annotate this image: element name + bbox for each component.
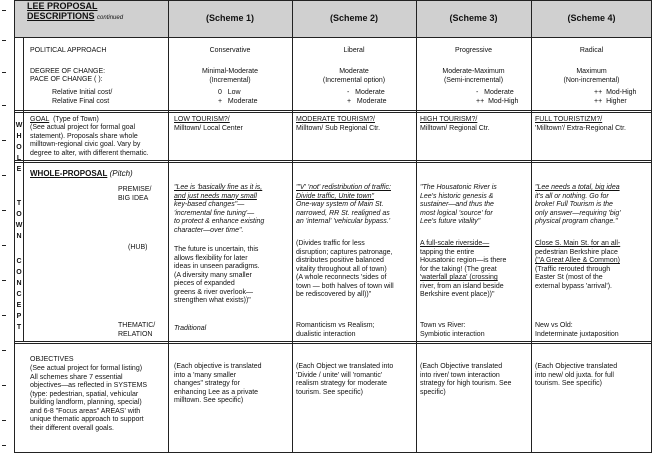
s4-hub: Close S. Main St. for an all- pedestrian Berkshire place ("A Great Allee & Common) (Traffic rerouted through Easter St (most of the external bypass 'arrival'). xyxy=(535,240,621,290)
s2-premise: "'V' 'not' redistribution of traffic: Divide traffic, Unite town" One-way system of Main St. narrowed, RR St. realigned as an 'internal' 'vehicular bypass.' xyxy=(296,184,391,225)
scheme-1-header: (Scheme 1) xyxy=(205,13,255,23)
cost-s4-initial: ++ Mod-High xyxy=(594,89,637,96)
cost-s3-initial: - Moderate xyxy=(476,89,514,96)
thematic-label: THEMATIC/ RELATION xyxy=(118,322,156,338)
political-s3: Progressive xyxy=(455,47,492,54)
side-label-town: T O W N xyxy=(15,200,23,240)
cost-s1-initial: 0 Low xyxy=(218,89,241,96)
scheme-4-header: (Scheme 4) xyxy=(567,13,616,23)
initial-cost-label: Relative Initial cost/ xyxy=(52,89,113,96)
s3-thematic: Town vs River: Symbiotic interaction xyxy=(420,322,485,338)
political-s1: Conservative xyxy=(209,47,251,54)
political-label: POLITICAL APPROACH xyxy=(30,47,107,54)
s4-premise: "Lee needs a total, big idea it's all or nothing. Go for broke! Full Tourism is the only answer—requiring 'big' physical program change." xyxy=(535,184,621,225)
scheme-3-header: (Scheme 3) xyxy=(449,13,498,23)
s4-thematic: New vs Old: Indeterminate juxtaposition xyxy=(535,322,619,338)
degree-s3: Moderate-Maximum (Semi-incremental) xyxy=(442,68,505,84)
degree-s4: Maximum (Non-incremental) xyxy=(563,68,620,84)
s3-premise: "The Housatonic River is Lee's historic genesis & sustainer—and thus the most logical 'source' for Lee's future vitality" xyxy=(420,184,497,225)
hub-label: (HUB) xyxy=(128,244,148,251)
goal-label: GOAL (Type of Town) xyxy=(30,116,99,123)
title-line1: LEE PROPOSAL xyxy=(27,1,98,11)
goal-s2: MODERATE TOURISM?/ Milltown/ Sub Regional Ctr. xyxy=(296,116,381,132)
cost-s1-final: + Moderate xyxy=(218,98,258,105)
goal-s1: LOW TOURISM?/ Milltown/ Local Center xyxy=(174,116,243,132)
degree-label: DEGREE OF CHANGE: xyxy=(30,68,106,75)
degree-s2: Moderate (Incremental option) xyxy=(322,68,386,84)
title-line2: DESCRIPTIONS xyxy=(27,11,95,21)
scheme-2-header: (Scheme 2) xyxy=(329,13,379,23)
s1-premise: "Lee is 'basically fine as it is, and just needs many small key-based changes"— 'incremental fine tuning'— to protect & enhance existing character—over time". xyxy=(174,184,265,234)
whole-proposal-label: WHOLE-PROPOSAL (Pitch) xyxy=(30,169,133,178)
goal-s4: FULL TOURISTIZM?/ 'Milltown'/ Extra-Regional Ctr. xyxy=(535,116,626,132)
objectives-s1: (Each objective is translated into a 'many smaller changes" strategy for enhancing Lee as a private milltown. See specific) xyxy=(174,363,262,404)
cost-s2-initial: - Moderate xyxy=(347,89,385,96)
goal-description: (See actual project for formal goal statement). Proposals share whole milltown-regional civic goal. Vary by degree to alter, with different thematic. xyxy=(30,124,149,157)
side-label-whole: W H O L E xyxy=(15,122,23,173)
s2-hub: (Divides traffic for less disruption; captures patronage, distributes positive balanced vitality throughout all of town) (A whole reconnects 'sides of town — both halves of town will be rediscovered by all))" xyxy=(296,240,394,298)
continued-note: continued xyxy=(97,15,124,21)
s2-thematic: Romanticism vs Realism; dualistic interaction xyxy=(296,322,375,338)
objectives-s2: (Each Object we translated into 'Divide / unite' will 'romantic' realism strategy for moderate tourism. See specific) xyxy=(296,363,394,396)
political-s2: Liberal xyxy=(343,47,365,54)
objectives-s3: (Each Objective translated into river/ town interaction strategy for high tourism. See specific) xyxy=(420,363,512,396)
political-s4: Radical xyxy=(579,47,604,54)
s1-hub: The future is uncertain, this allows flexibility for later ideas in unseen paradigms. (A diversity many smaller pieces of expanded greens & river overlook— strengthen what exists))" xyxy=(174,246,260,304)
objectives-s4: (Each Objective translated into new/ old juxta. for full tourism. See specific) xyxy=(535,363,618,387)
cost-s2-final: + Moderate xyxy=(347,98,387,105)
premise-label: PREMISE/ BIG IDEA xyxy=(118,186,152,202)
s3-hub: A full-scale riverside— tapping the entire Housatonic region—is there for the taking! (The great 'waterfall plaza' (crossing river, from an island beside Berkshire event place))" xyxy=(420,240,507,298)
goal-s3: HIGH TOURISM?/ Milltown/ Regional Ctr. xyxy=(420,116,490,132)
cost-s4-final: ++ Higher xyxy=(594,98,627,105)
cost-s3-final: ++ Mod-High xyxy=(476,98,519,105)
s1-thematic: Traditional xyxy=(174,325,207,332)
side-label-concept: C O N C E P T xyxy=(16,258,22,331)
pace-label: PACE OF CHANGE ( ): xyxy=(30,76,103,83)
objectives-label: OBJECTIVES xyxy=(30,356,74,363)
objectives-description: (See actual project for formal listing) All schemes share 7 essential objectives—as reflected in SYSTEMS (type: pedestrian, spatial, vehicular building landform, planning, special) and 6-8 "Focus areas" AREAS' with unique thematic approach to support their different overall goals. xyxy=(30,365,148,432)
final-cost-label: Relative Final cost xyxy=(52,98,110,105)
page-title xyxy=(27,1,165,23)
degree-s1: Minimal-Moderate (Incremental) xyxy=(201,68,259,84)
